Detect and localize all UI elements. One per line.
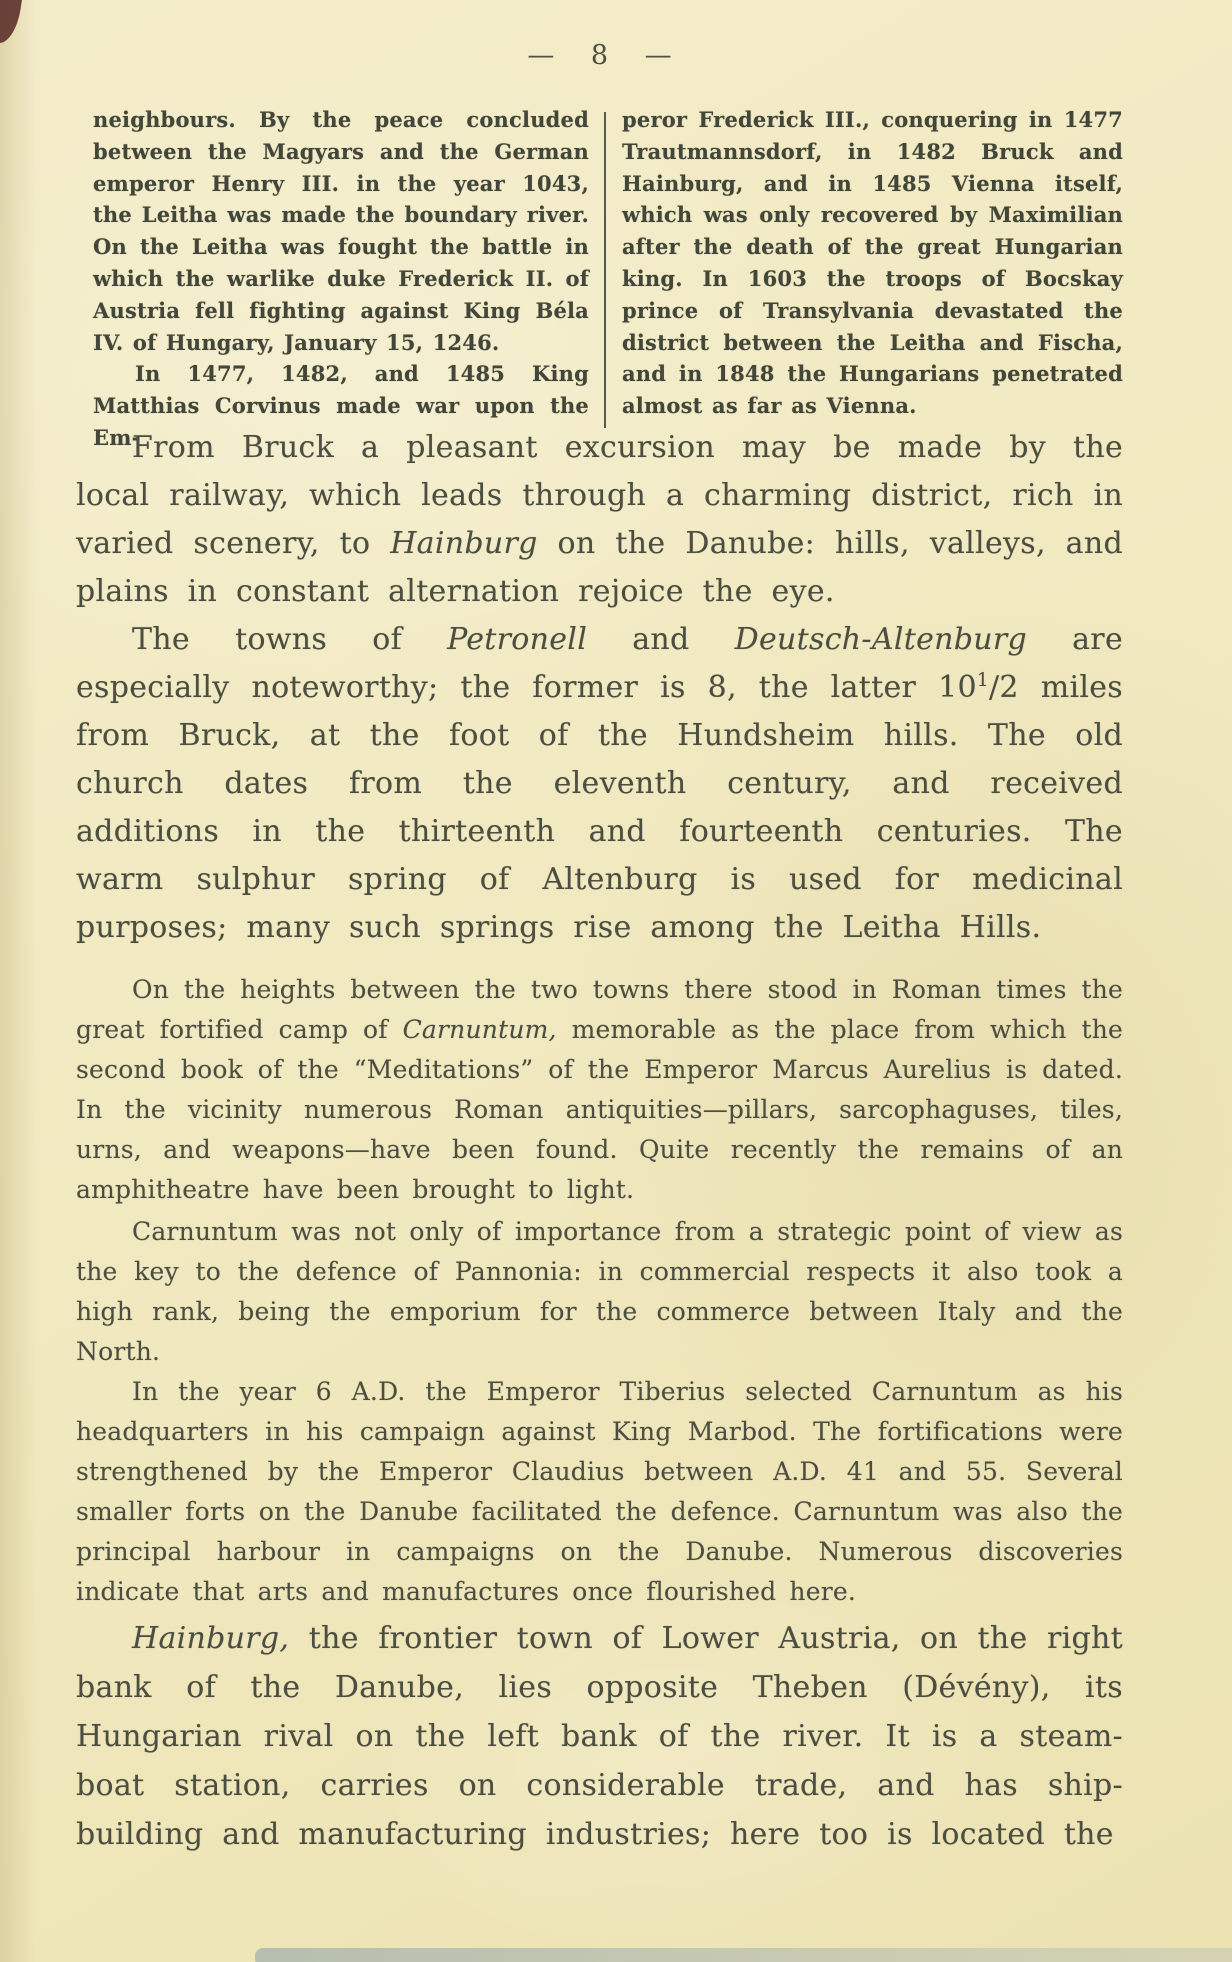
column-paragraph: neighbours. By the peace concluded between the Magyars and the German emperor Henry III. in the year 1043, the Leitha was made the boundary river. On the Leitha was fought the battle in which the warlike duke Frederick II. of Austria fell fighting against King Béla IV. of Hungary, January 15, 1246. bbox=[93, 107, 589, 355]
text-segment: the frontier town of Lower Austria, on the right bank of the Danube, lies opposite Theben (Dévény), its Hungarian rival on the left bank of the river. It is a steam-boat station, carries on considerable trade, and has ship-building and manufacturing industries; here too is located the bbox=[76, 1621, 1123, 1852]
place-name-italic: Carnuntum, bbox=[402, 1015, 557, 1044]
column-paragraph: peror Frederick III., conquering in 1477 Trautmannsdorf, in 1482 Bruck and Hainburg, and in 1485 Vienna itself, which was only recovered by Maximilian after the death of the great Hungarian king. In 1603 the troops of Bocskay prince of Transylvania devastated the district between the Leitha and Fischa, and in 1848 the Hungarians penetrated almost as far as Vienna. bbox=[622, 107, 1123, 419]
text-segment: and bbox=[587, 622, 735, 657]
body-paragraph bbox=[76, 424, 1123, 616]
text-segment: On the heights between the two towns there stood in Roman times the great fortified camp of bbox=[76, 975, 1123, 1044]
place-name-italic: Petronell bbox=[447, 622, 588, 657]
body-paragraph bbox=[76, 1212, 1123, 1372]
page-number: — 8 — bbox=[527, 40, 673, 71]
column-divider bbox=[604, 112, 606, 428]
intro-column-right bbox=[622, 104, 1123, 422]
place-name-italic: Deutsch-Altenburg bbox=[734, 622, 1028, 657]
place-name-italic: Hainburg, bbox=[132, 1621, 290, 1656]
body-paragraph bbox=[76, 970, 1123, 1210]
text-segment: /2 miles from Bruck, at the foot of the Hundsheim hills. The old church dates from the eleventh century, and received additions in the thirteenth and fourteenth centuries. The warm sulphur spring of Altenburg is used for medicinal purposes; many such springs rise among the Leitha Hills. bbox=[76, 670, 1123, 945]
body-paragraph bbox=[76, 1372, 1123, 1612]
text-segment: on the Danube: hills, valleys, and plains in constant alternation rejoice the eye. bbox=[76, 526, 1123, 609]
text-segment: 1 bbox=[976, 670, 989, 691]
text-segment: Carnuntum was not only of importance from a strategic point of view as the key to the defence of Pannonia: in commercial respects it also took a high rank, being the emporium for the commerce between Italy and the North. bbox=[76, 1217, 1123, 1366]
place-name-italic: Hainburg bbox=[390, 526, 538, 561]
corner-stain bbox=[0, 0, 23, 46]
text-segment: memorable as the place from which the second book of the “Meditations” of the Emperor Marcus Aurelius is dated. In the vicinity numerous Roman antiquities—pillars, sarcophaguses, tiles, urns, and weapons—have been found. Quite recently the remains of an amphitheatre have been brought to light. bbox=[76, 1015, 1124, 1204]
text-segment: are especially noteworthy; the former is 8, the latter 10 bbox=[76, 622, 1123, 705]
text-segment: From Bruck a pleasant excursion may be made by the local railway, which leads through a charming district, rich in varied scenery, to bbox=[76, 430, 1123, 561]
text-segment: In the year 6 A.D. the Emperor Tiberius selected Carnuntum as his headquarters in his campaign against King Marbod. The fortifications were strengthened by the Emperor Claudius between A.D. 41 and 55. Several smaller forts on the Danube facilitated the defence. Carnuntum was also the principal harbour in campaigns on the Danube. Numerous discoveries indicate that arts and manufactures once flourished here. bbox=[76, 1377, 1123, 1606]
main-text bbox=[76, 424, 1123, 1859]
body-paragraph bbox=[76, 1614, 1123, 1859]
column-paragraph: In 1477, 1482, and 1485 King Matthias Corvinus made war upon the Em- bbox=[93, 361, 589, 450]
body-paragraph bbox=[76, 616, 1123, 952]
text-segment: The towns of bbox=[132, 622, 448, 657]
bottom-edge-shadow bbox=[255, 1948, 1232, 1962]
intro-column-left bbox=[93, 104, 589, 454]
